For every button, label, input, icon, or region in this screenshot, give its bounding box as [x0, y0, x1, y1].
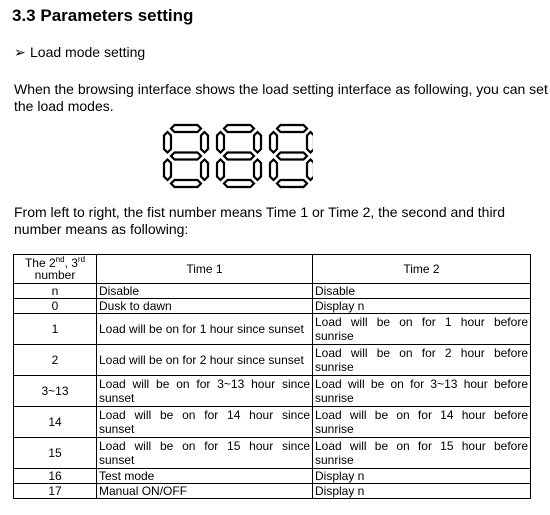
header-time-2: Time 2: [313, 255, 531, 284]
segment: [217, 160, 224, 181]
cell-time-2: Disable: [313, 284, 531, 299]
table-row: [14, 376, 531, 407]
segment: [171, 125, 201, 132]
table-row: [14, 438, 531, 469]
table-row: [14, 469, 531, 484]
arrow-bullet-icon: ➢: [14, 44, 26, 60]
table-row: [14, 484, 531, 499]
bullet-label: Load mode setting: [30, 44, 146, 60]
segment: [171, 180, 201, 187]
segment: [254, 160, 261, 181]
cell-time-1: Load will be on for 14 hour since sunset: [97, 407, 313, 438]
cell-time-1: Load will be on for 15 hour since sunset: [97, 438, 313, 469]
segment: [224, 153, 254, 160]
intro-paragraph: When the browsing interface shows the load setting interface as following, you can set the load modes.: [14, 81, 548, 114]
cell-number: 16: [14, 469, 97, 484]
table-row: [14, 299, 531, 314]
bullet-item: [14, 44, 145, 61]
cell-time-2: Display n: [313, 469, 531, 484]
segment: [171, 153, 201, 160]
cell-number: 17: [14, 484, 97, 499]
cell-time-1: Load will be on for 1 hour since sunset: [97, 314, 313, 345]
cell-number: 3~13: [14, 376, 97, 407]
cell-number: 15: [14, 438, 97, 469]
cell-time-1: Load will be on for 2 hour since sunset: [97, 345, 313, 376]
segment: [201, 160, 208, 181]
cell-time-2: Load will be on for 15 hour before sunrise: [313, 438, 531, 469]
segment: [224, 180, 254, 187]
segment: [307, 132, 313, 153]
cell-time-2: Load will be on for 14 hour before sunrise: [313, 407, 531, 438]
cell-time-1: Manual ON/OFF: [97, 484, 313, 499]
cell-time-2: Load will be on for 3~13 hour before sunrise: [313, 376, 531, 407]
cell-number: n: [14, 284, 97, 299]
segment: [254, 132, 261, 153]
table-row: [14, 407, 531, 438]
cell-time-2: Display n: [313, 299, 531, 314]
segment: [277, 180, 307, 187]
cell-time-2: Display n: [313, 484, 531, 499]
cell-time-1: Dusk to dawn: [97, 299, 313, 314]
header-number: The 2nd, 3rd number: [14, 255, 97, 284]
segment: [224, 125, 254, 132]
segment: [201, 132, 208, 153]
section-heading: 3.3 Parameters setting: [12, 6, 194, 25]
table-row: [14, 345, 531, 376]
seven-segment-digits-icon: [159, 122, 313, 190]
table-row: [14, 314, 531, 345]
header-time-1: Time 1: [97, 255, 313, 284]
cell-time-1: Load will be on for 3~13 hour since sunset: [97, 376, 313, 407]
table-row: [14, 284, 531, 299]
seven-segment-display: [159, 122, 313, 190]
cell-number: 1: [14, 314, 97, 345]
segment: [164, 132, 171, 153]
cell-number: 0: [14, 299, 97, 314]
table-header-row: [14, 255, 531, 284]
cell-number: 2: [14, 345, 97, 376]
cell-time-1: Disable: [97, 284, 313, 299]
explanation-paragraph: From left to right, the fist number means Time 1 or Time 2, the second and third number means as following:: [14, 204, 505, 237]
segment: [270, 132, 277, 153]
cell-time-2: Load will be on for 1 hour before sunrise: [313, 314, 531, 345]
segment: [217, 132, 224, 153]
segment: [270, 160, 277, 181]
cell-time-1: Test mode: [97, 469, 313, 484]
segment: [164, 160, 171, 181]
cell-number: 14: [14, 407, 97, 438]
segment: [277, 153, 307, 160]
cell-time-2: Load will be on for 2 hour before sunrise: [313, 345, 531, 376]
load-mode-table: [13, 254, 531, 499]
segment: [277, 125, 307, 132]
segment: [307, 160, 313, 181]
